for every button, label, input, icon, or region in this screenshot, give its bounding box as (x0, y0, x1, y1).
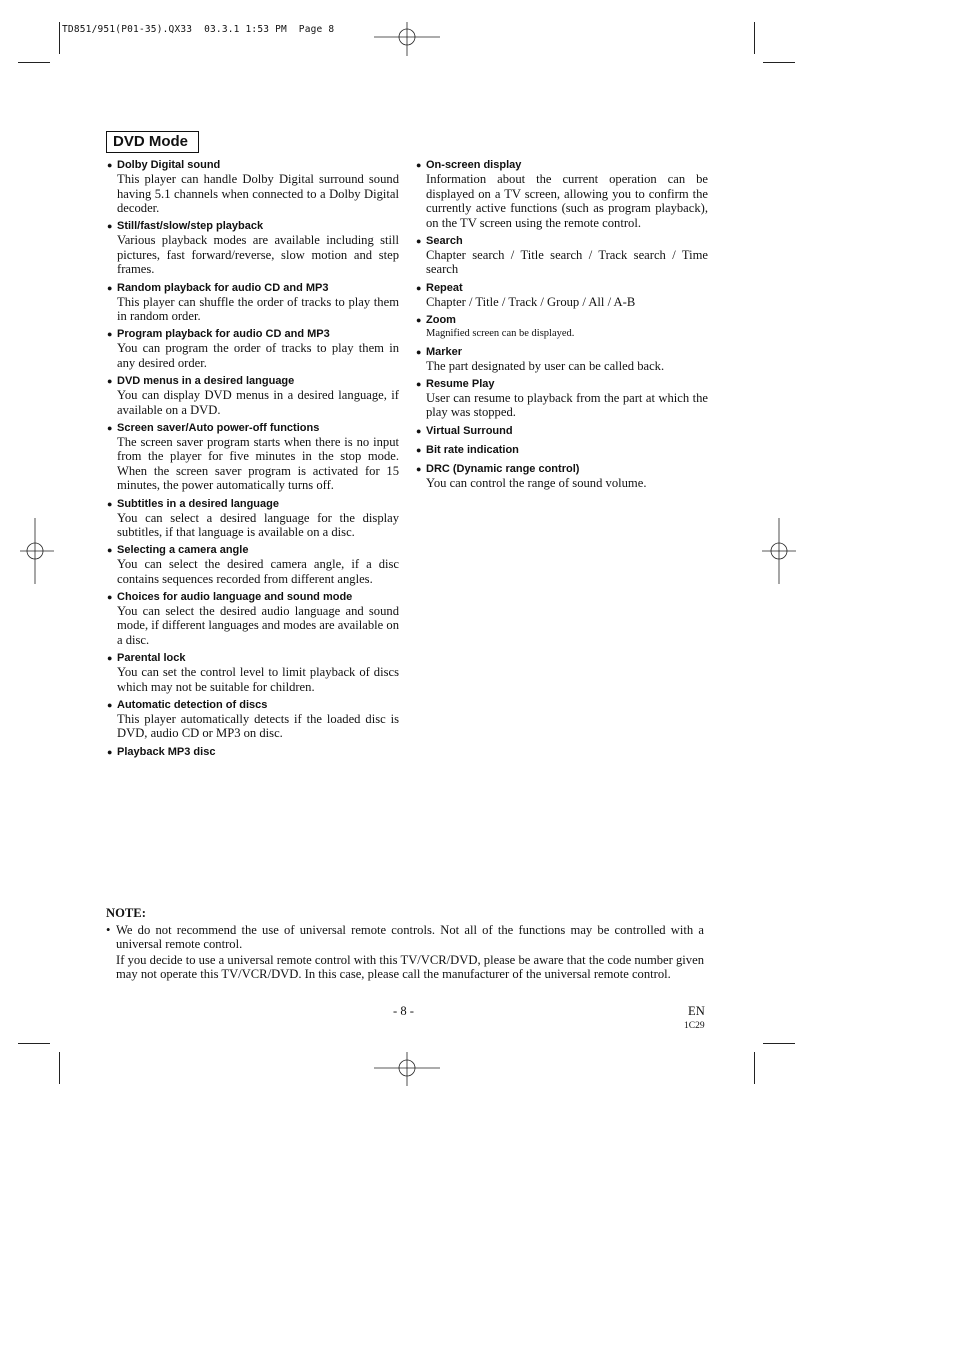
feature-description: You can control the range of sound volume. (426, 475, 647, 490)
note-paragraph: If you decide to use a universal remote control with this TV/VCR/DVD, please be aware that the code number given may not operate this TV/VCR/DVD. In this case, please call the manufacturer of the universal remote control. (116, 952, 704, 982)
feature-title: Bit rate indication (426, 443, 519, 456)
bullet-icon: ● (107, 221, 113, 232)
page-number: - 8 - (393, 1004, 414, 1018)
feature-title: Resume Play (426, 377, 495, 390)
feature-list-right (416, 158, 708, 494)
crop-mark (18, 1043, 50, 1044)
feature-title: DVD menus in a desired language (117, 374, 295, 387)
bullet-icon: ● (416, 425, 422, 436)
document-code: 1C29 (684, 1021, 705, 1031)
feature-title: Parental lock (117, 652, 186, 665)
feature-item (107, 745, 399, 759)
feature-title: Zoom (426, 313, 456, 326)
feature-title: Repeat (426, 281, 463, 294)
feature-item (107, 327, 399, 370)
bullet-icon: ● (107, 160, 113, 170)
feature-title: On-screen display (426, 159, 522, 171)
crop-mark (59, 1052, 60, 1084)
section-title: DVD Mode (106, 131, 199, 153)
feature-item (107, 590, 399, 648)
feature-title: Program playback for audio CD and MP3 (117, 328, 330, 341)
bullet-icon: • (106, 922, 111, 937)
feature-item (107, 158, 399, 216)
feature-title: Subtitles in a desired language (117, 497, 279, 510)
feature-item (416, 234, 708, 277)
feature-item (107, 497, 399, 540)
feature-description: You can select the desired camera angle, if a disc contains sequences recorded from different angles. (117, 557, 399, 586)
bullet-icon: ● (416, 235, 422, 246)
bullet-icon: ● (107, 699, 113, 710)
feature-item (107, 281, 399, 324)
feature-description: The screen saver program starts when there is no input from the player for five minutes in the stop mode. When the screen saver program is activated for 15 minutes, the power automatically turns off. (117, 434, 399, 493)
registration-mark-icon (374, 22, 440, 56)
bullet-icon: ● (107, 375, 113, 386)
bullet-icon: ● (107, 746, 113, 757)
feature-item (107, 421, 399, 493)
feature-list-left (107, 158, 399, 762)
registration-mark-icon (762, 518, 796, 584)
feature-title: Choices for audio language and sound mode (117, 590, 353, 603)
feature-description: This player automatically detects if the loaded disc is DVD, audio CD or MP3 on disc. (117, 711, 399, 741)
feature-item (107, 698, 399, 741)
feature-description: You can select the desired audio language and sound mode, if different languages and modes are available on a disc. (117, 603, 399, 648)
feature-item (416, 313, 708, 342)
feature-item (416, 158, 708, 230)
bullet-icon: ● (107, 653, 113, 664)
feature-title: Marker (426, 345, 463, 358)
feature-description: You can select a desired language for the display subtitles, if that language is available on a disc. (117, 510, 399, 540)
feature-description: Various playback modes are available including still pictures, fast forward/reverse, slow motion and step frames. (117, 233, 399, 277)
crop-mark (763, 1043, 795, 1044)
note-heading: NOTE: (106, 906, 146, 920)
feature-title: Random playback for audio CD and MP3 (117, 281, 329, 294)
feature-description: You can program the order of tracks to play them in any desired order. (117, 341, 399, 370)
bullet-icon: ● (107, 329, 113, 340)
feature-description: This player can handle Dolby Digital surround sound having 5.1 channels when connected to a Dolby Digital decoder. (117, 172, 399, 216)
feature-description: Chapter search / Title search / Track search / Time search (426, 247, 708, 277)
feature-description: You can display DVD menus in a desired language, if available on a DVD. (117, 387, 399, 417)
crop-mark (59, 22, 60, 54)
bullet-icon: ● (416, 160, 422, 170)
feature-description: Magnified screen can be displayed. (426, 327, 575, 339)
feature-item (416, 345, 708, 374)
registration-mark-icon (20, 518, 54, 584)
feature-title: Screen saver/Auto power-off functions (117, 421, 320, 434)
feature-item (107, 219, 399, 277)
feature-item (107, 543, 399, 586)
feature-description: Chapter / Title / Track / Group / All / A-B (426, 294, 636, 309)
bullet-icon: ● (107, 498, 113, 509)
bullet-icon: ● (107, 282, 113, 293)
feature-description: Information about the current operation can be displayed on a TV screen, allowing you to confirm the currently active functions (such as program playback), on the TV screen using the remote control. (426, 172, 708, 230)
bullet-icon: ● (416, 282, 422, 293)
feature-item (416, 462, 708, 491)
feature-item (416, 424, 708, 438)
crop-mark (18, 62, 50, 63)
feature-title: Automatic detection of discs (117, 698, 268, 711)
feature-description: The part designated by user can be called back. (426, 358, 665, 373)
bullet-icon: ● (416, 463, 422, 474)
crop-mark (754, 1052, 755, 1084)
crop-mark (754, 22, 755, 54)
feature-item (107, 651, 399, 694)
note-item (106, 923, 704, 982)
feature-description: This player can shuffle the order of tracks to play them in random order. (117, 294, 399, 324)
feature-title: DRC (Dynamic range control) (426, 462, 580, 475)
feature-title: Selecting a camera angle (117, 544, 249, 557)
bullet-icon: ● (416, 444, 422, 455)
print-slug: TD851/951(P01-35).QX33 03.3.1 1:53 PM Page 8 (62, 24, 335, 35)
bullet-icon: ● (107, 545, 113, 556)
bullet-icon: ● (416, 378, 422, 389)
feature-item (416, 377, 708, 420)
bullet-icon: ● (107, 422, 113, 433)
feature-item (416, 443, 708, 457)
registration-mark-icon (374, 1052, 440, 1086)
feature-title: Still/fast/slow/step playback (117, 220, 264, 233)
bullet-icon: ● (416, 346, 422, 357)
feature-description: User can resume to playback from the part at which the play was stopped. (426, 390, 708, 420)
bullet-icon: ● (107, 591, 113, 602)
feature-title: Playback MP3 disc (117, 745, 216, 758)
feature-description: You can set the control level to limit playback of discs which may not be suitable for children. (117, 665, 399, 694)
feature-title: Search (426, 234, 463, 247)
crop-mark (763, 62, 795, 63)
language-code: EN (688, 1004, 705, 1018)
feature-title: Dolby Digital sound (117, 159, 221, 171)
feature-item (416, 281, 708, 310)
note-paragraph: We do not recommend the use of universal remote controls. Not all of the functions may be controlled with a universal remote control. (116, 922, 704, 952)
note-section (106, 906, 704, 983)
bullet-icon: ● (416, 314, 422, 325)
feature-title: Virtual Surround (426, 424, 513, 437)
feature-item (107, 374, 399, 417)
